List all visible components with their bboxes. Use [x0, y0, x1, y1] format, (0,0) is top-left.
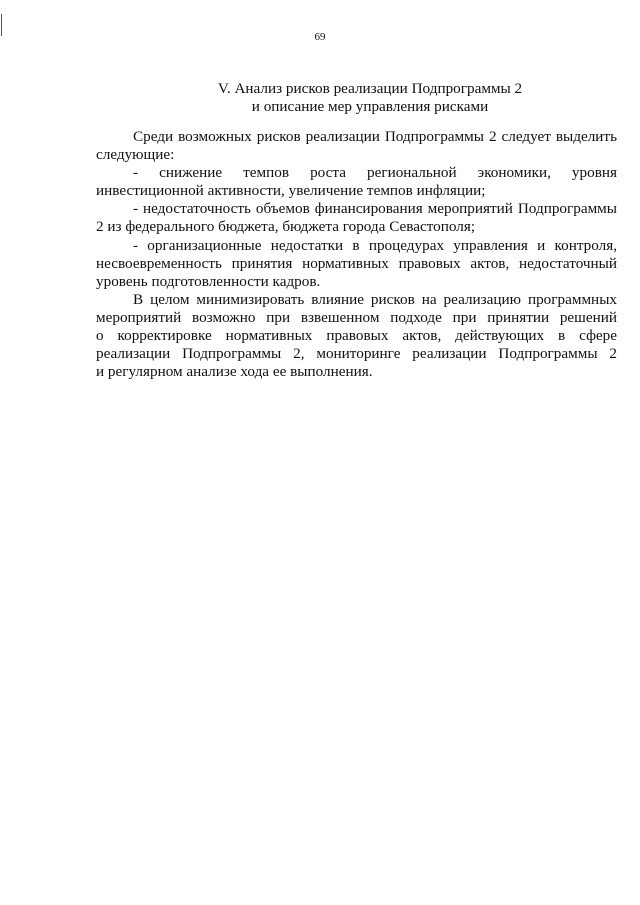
text-line: Среди возможных рисков реализации Подпрограммы 2 следует выделить: [133, 128, 617, 145]
text-line: реализации Подпрограммы 2, мониторинге реализации Подпрограммы 2: [96, 345, 617, 363]
text-line: 2 из федерального бюджета, бюджета города Севастополя;: [96, 218, 476, 236]
paragraph-risk-funding: [96, 200, 617, 236]
text-line: мероприятий возможно при взвешенном подходе при принятии решений: [96, 308, 617, 326]
text-line: - организационные недостатки в процедурах управления и контроля,: [133, 236, 617, 254]
text-line: инвестиционной активности, увеличение темпов инфляции;: [96, 182, 486, 200]
text-line: о корректировке нормативных правовых актов, действующих в сфере: [96, 327, 617, 345]
text-line: несвоевременность принятия нормативных правовых актов, недостаточный: [96, 254, 617, 272]
heading-line-1: V. Анализ рисков реализации Подпрограммы 2: [217, 80, 523, 97]
text-line: В целом минимизировать влияние рисков на реализацию программных: [133, 290, 617, 308]
document-body: [96, 128, 617, 381]
page-number: 69: [314, 31, 326, 43]
text-line: - недостаточность объемов финансирования мероприятий Подпрограммы: [133, 200, 617, 218]
paragraph-risk-organization: [96, 237, 617, 291]
paragraph-risk-economy: [96, 164, 617, 200]
paragraph-mitigation: [96, 291, 617, 381]
text-line: уровень подготовленности кадров.: [96, 272, 321, 290]
text-line: следующие:: [96, 146, 175, 164]
heading-line-2: и описание мер управления рисками: [251, 98, 489, 115]
paragraph-intro: [96, 128, 617, 164]
section-heading: [120, 80, 620, 116]
text-line: - снижение темпов роста региональной экономики, уровня: [133, 164, 617, 182]
text-line: и регулярном анализе хода ее выполнения.: [96, 363, 373, 381]
